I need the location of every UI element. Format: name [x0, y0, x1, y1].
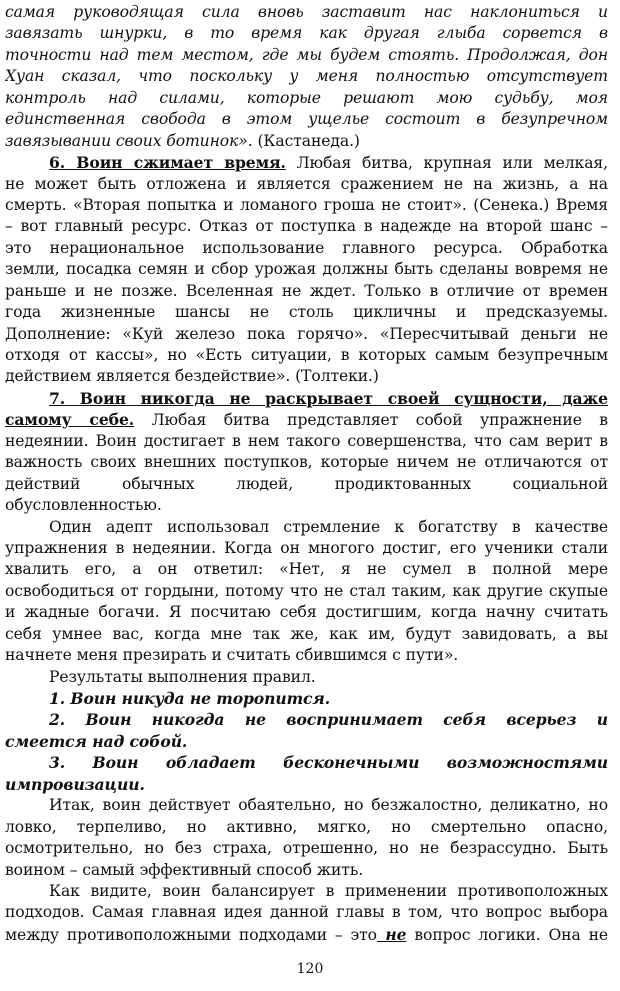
rule-7-heading-end: самому себе.	[5, 410, 135, 430]
text-line: не может быть отложена и является сражением не на жизнь, а на	[5, 174, 608, 193]
text-line: себя умнее вас, когда мне так же, как им, будут завидовать, а вы	[5, 624, 608, 643]
text-line: Дополнение: «Куй железо пока горячо». «Пересчитывай деньги не	[5, 324, 608, 343]
text-line: раньше и не позже. Вселенная не ждет. Только в отличие от времен	[5, 281, 608, 300]
text-line: недеянии. Воин достигает в нем такого совершенства, что сам верит в	[5, 431, 608, 450]
text-line: контроль над силами, которые решают мою судьбу, моя	[5, 88, 608, 107]
result-item-2: 2. Воин никогда не воспринимает себя всерьез и	[49, 710, 608, 730]
text-line	[5, 924, 608, 945]
rule-7-heading: 7. Воин никогда не раскрывает своей сущности, даже	[49, 388, 608, 408]
citation: (Кастанеда.)	[252, 131, 360, 150]
result-item-1: 1. Воин никуда не торопится.	[49, 689, 331, 708]
text-line: осмотрительно, но без страха, отрешенно, но не безрассудно. Быть	[5, 839, 608, 858]
text-line: и жадные богачи. Я посчитаю себя достигшим, когда начну считать	[5, 603, 608, 622]
text-line: отходя от кассы», но «Есть ситуации, в которых самым безупречным	[5, 346, 608, 364]
rule-6-heading: 6. Воин сжимает время.	[49, 153, 286, 173]
text-line: завязать шнурки, в то время как другая глыба сорвется в	[5, 24, 608, 43]
text-line: это нерациональное использование главного ресурса. Обработка	[5, 238, 608, 257]
text-line: начнете меня презирать и считать сбившимся с пути».	[5, 646, 459, 665]
rule-7-text: Любая битва представляет собой упражнение в	[134, 411, 608, 430]
text-fragment: вопрос логики. Она не	[406, 925, 608, 944]
rule-line	[5, 409, 608, 430]
text-line: – вот главный ресурс. Отказ от поступка в надежде на второй шанс –	[5, 217, 608, 236]
text-fragment: между противоположными подходами – это	[5, 925, 377, 944]
text-line: года жизненные шансы не столь цикличны и предсказуемы.	[5, 303, 608, 322]
text-line: хвалить его, а он ответил: «Нет, я не сумел в полной мере	[5, 560, 608, 579]
text-line: упражнения в недеянии. Когда он многого достиг, его ученики стали	[5, 538, 608, 557]
page-number: 120	[296, 961, 324, 977]
results-heading: Результаты выполнения правил.	[49, 667, 316, 686]
text-line: Хуан сказал, что поскольку у меня полностью отсутствует	[5, 67, 608, 86]
text-line: земли, посадка семян и сбор урожая должны быть сделаны вовремя не	[5, 260, 608, 279]
text-line: действием является бездействие». (Толтеки.)	[5, 367, 379, 386]
text-line: самая руководящая сила вновь заставит нас наклониться и	[5, 3, 608, 21]
result-item-3-cont: импровизации.	[5, 774, 145, 794]
rule-line	[5, 152, 608, 173]
text-line: освободиться от гордыни, потому что не стал таким, как другие скупые	[5, 581, 608, 600]
quote-end: завязывании своих ботинок».	[5, 131, 253, 150]
text-line: Итак, воин действует обаятельно, но безжалостно, деликатно, но	[49, 796, 608, 815]
text-line	[5, 131, 608, 152]
text-line: смерть. «Вторая попытка и ломаного гроша не стоит». (Сенека.) Время	[5, 195, 608, 214]
text-line: обусловленностью.	[5, 496, 162, 515]
text-line: Как видите, воин балансирует в применении противоположных	[49, 881, 608, 900]
text-line: ловко, терпеливо, но активно, мягко, но смертельно опасно,	[5, 817, 608, 836]
emphasis-not: не	[376, 924, 407, 944]
text-line: действий обычных людей, продиктованных социальной	[5, 474, 608, 493]
text-line: единственная свобода в этом ущелье состоит в безупречном	[5, 110, 608, 129]
text-line: точности над тем местом, где мы будем стоять. Продолжая, дон	[5, 45, 608, 64]
text-line: важность своих внешних поступков, которые ничем не отличаются от	[5, 453, 608, 472]
rule-6-text: Любая битва, крупная или мелкая,	[285, 154, 608, 173]
text-line: подходов. Самая главная идея данной главы в том, что вопрос выбора	[5, 903, 608, 922]
text-line: Один адепт использовал стремление к богатству в качестве	[49, 517, 608, 536]
result-item-3: 3. Воин обладает бесконечными возможностями	[49, 753, 608, 773]
result-item-2-cont: смеется над собой.	[5, 731, 188, 751]
text-line: воином – самый эффективный способ жить.	[5, 860, 364, 879]
